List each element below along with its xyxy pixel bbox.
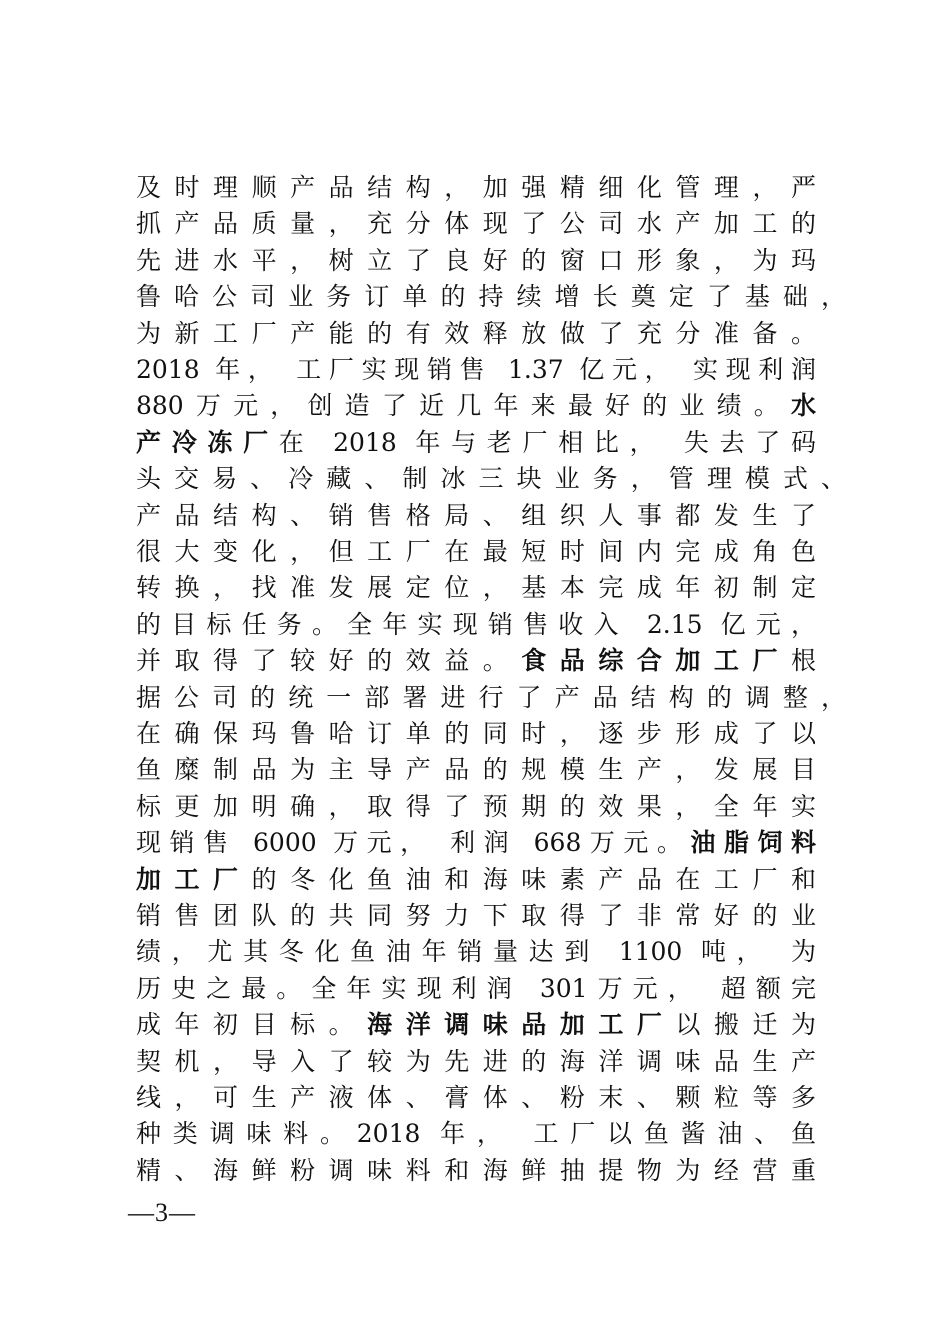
body-text-segment: 880万元，创造了近几年来最好的业绩。 (136, 391, 791, 421)
body-text-segment: 先进水平，树立了良好的窗口形象，为玛 (136, 245, 816, 275)
body-text-segment: 绩，尤其冬化鱼油年销量达到 1100 吨， 为 (136, 937, 816, 967)
bold-heading-text: 海洋调味品加工厂 (367, 1010, 676, 1040)
body-text-segment: 产品结构、销售格局、组织人事都发生了 (136, 500, 816, 530)
text-line (136, 207, 816, 241)
text-line (136, 535, 816, 569)
text-line (136, 571, 816, 605)
text-line (136, 972, 816, 1006)
body-text-segment: 很大变化，但工厂在最短时间内完成角色 (136, 537, 816, 566)
bold-heading-text: 水 (790, 391, 816, 421)
body-text-segment: 契机，导入了较为先进的海洋调味品生产 (136, 1046, 816, 1076)
text-line (136, 826, 816, 860)
bold-heading-text: 油脂饲料 (690, 828, 816, 858)
body-text-segment: 并取得了较好的效益。 (136, 646, 522, 676)
text-line (136, 171, 816, 205)
body-text-segment: 及时理顺产品结构，加强精细化管理，严 (136, 173, 816, 202)
text-line (136, 389, 816, 423)
body-text-segment: 2018 年， 工厂实现销售 1.37 亿元， 实现利润 (136, 355, 816, 384)
body-text-segment: 鲁哈公司业务订单的持续增长奠定了基础， (136, 282, 846, 312)
text-line (136, 790, 816, 824)
text-line (136, 1081, 816, 1115)
text-line (136, 717, 816, 751)
body-text-segment: 抓产品质量，充分体现了公司水产加工的 (136, 209, 816, 239)
text-line (136, 681, 846, 715)
bold-heading-text: 食品综合加工厂 (521, 646, 791, 676)
body-text-segment: 转换，找准发展定位，基本完成年初制定 (136, 573, 816, 603)
text-line (136, 499, 816, 533)
body-text-segment: 鱼糜制品为主导产品的规模生产，发展目 (136, 755, 816, 785)
text-line (136, 644, 816, 678)
body-text-segment: 在 2018 年与老厂相比， 失去了码 (278, 427, 816, 457)
body-text-segment: 根 (790, 646, 816, 676)
text-line (136, 1045, 816, 1079)
text-line (136, 1117, 816, 1151)
text-line (136, 753, 816, 787)
text-line (136, 863, 816, 897)
body-text-segment: 销售团队的共同努力下取得了非常好的业 (136, 901, 816, 930)
text-line (136, 426, 816, 460)
text-line (136, 280, 846, 314)
body-text-segment: 成年初目标。 (136, 1010, 368, 1040)
body-text-segment: 据公司的统一部署进行了产品结构的调整， (136, 682, 846, 712)
body-text-segment: 的目标任务。全年实现销售收入 2.15 亿元， (136, 609, 816, 639)
text-line (136, 317, 816, 351)
body-text-segment: 以搬迁为 (675, 1010, 816, 1040)
body-text-segment: 头交易、冷藏、制冰三块业务，管理模式、 (136, 464, 846, 494)
body-text-segment: 的冬化鱼油和海味素产品在工厂和 (251, 864, 816, 894)
body-text-segment: 现销售 6000 万元， 利润 668万元。 (136, 828, 691, 858)
text-line (136, 462, 846, 496)
body-text-segment: 在确保玛鲁哈订单的同时，逐步形成了以 (136, 719, 816, 748)
text-line (136, 608, 816, 642)
text-line (136, 935, 816, 969)
body-text-segment: 历史之最。全年实现利润 301万元， 超额完 (136, 973, 816, 1003)
body-text-segment: 标更加明确，取得了预期的效果，全年实 (136, 791, 816, 821)
page-number: —3— (128, 1198, 196, 1227)
bold-heading-text: 加工厂 (136, 864, 252, 894)
text-line (136, 1008, 816, 1042)
text-line (136, 1154, 816, 1188)
text-line (136, 899, 816, 933)
body-text-segment: 线，可生产液体、膏体、粉末、颗粒等多 (136, 1083, 816, 1112)
text-line (136, 244, 816, 278)
body-text-segment: 种类调味料。2018 年， 工厂以鱼酱油、鱼 (136, 1119, 816, 1149)
body-text-segment: 精、海鲜粉调味料和海鲜抽提物为经营重 (136, 1155, 816, 1185)
bold-heading-text: 产冷冻厂 (136, 427, 279, 457)
body-text-segment: 为新工厂产能的有效释放做了充分准备。 (136, 318, 816, 348)
text-line (136, 353, 816, 387)
